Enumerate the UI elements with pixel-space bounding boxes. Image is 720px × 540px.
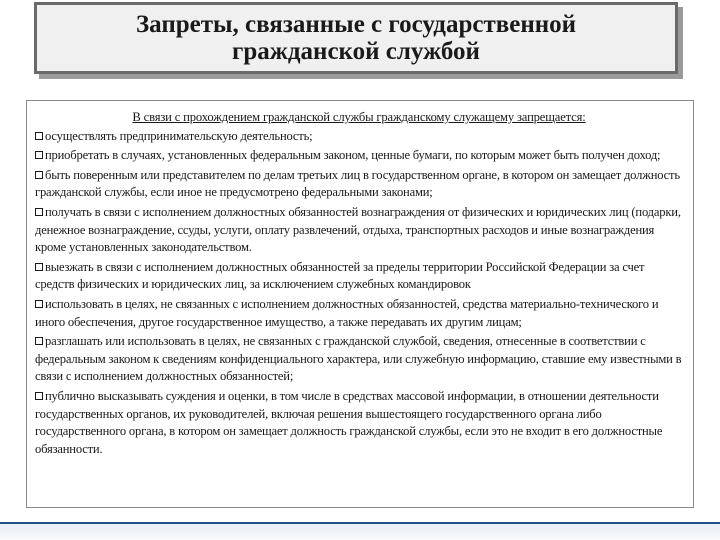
list-item [35, 333, 683, 386]
list-item-text: разглашать или использовать в целях, не связанных с гражданской службой, сведения, отнесенные в соответствии с федеральным законом к сведениям конфиденциального характера, или служебную информацию, ставшие ему известными в связи с исполнением должностных обязанностей; [35, 334, 682, 384]
intro-heading: В связи с прохождением гражданской службы гражданскому служащему запрещается: [132, 110, 586, 124]
checkbox-bullet-icon [35, 337, 43, 345]
title-line-1: Запреты, связанные с государственной [135, 11, 577, 38]
list-item [35, 259, 683, 294]
checkbox-bullet-icon [35, 132, 43, 140]
list-item [35, 296, 683, 331]
footer-bar [0, 524, 720, 540]
list-item-text: использовать в целях, не связанных с исполнением должностных обязанностей, средства материально-технического и иного обеспечения, другое государственное имущество, а также передавать их другим лицам; [35, 296, 659, 329]
list-item-text: публично высказывать суждения и оценки, в том числе в средствах массовой информации, в отношении деятельности государственных органов, их руководителей, включая решения вышестоящего государственного органа либо государственного органа, в котором он замещает должность гражданской службы, если это не входит в его должностные обязанности. [35, 388, 663, 456]
list-item [35, 388, 683, 458]
title-banner [34, 2, 678, 74]
list-item [35, 204, 683, 257]
list-item-text: выезжать в связи с исполнением должностных обязанностей за пределы территории Российской Федерации за счет средств физических и юридических лиц, за исключением служебных командировок [35, 259, 645, 292]
list-item-text: получать в связи с исполнением должностных обязанностей вознаграждения от физических и юридических лиц (подарки, денежное вознаграждение, ссуды, услуги, оплату развлечений, отдыха, транспортных расходов и иные вознаграждения кроме установленных законодательством. [35, 204, 681, 255]
list-item [35, 167, 683, 202]
checkbox-bullet-icon [35, 263, 43, 271]
checkbox-bullet-icon [35, 300, 43, 308]
checkbox-bullet-icon [35, 392, 43, 400]
checkbox-bullet-icon [35, 171, 43, 179]
list-item-text: быть поверенным или представителем по делам третьих лиц в государственном органе, в котором он замещает должность гражданской службы, если иное не предусмотрено федеральными законами; [35, 167, 680, 200]
prohibitions-panel [26, 100, 694, 508]
title-line-2: гражданской службой [232, 38, 480, 65]
list-item [35, 128, 683, 146]
checkbox-bullet-icon [35, 151, 43, 159]
list-item [35, 147, 683, 165]
checkbox-bullet-icon [35, 208, 43, 216]
list-item-text: приобретать в случаях, установленных федеральным законом, ценные бумаги, по которым может быть получен доход; [45, 148, 661, 163]
list-item-text: осуществлять предпринимательскую деятельность; [45, 128, 313, 143]
